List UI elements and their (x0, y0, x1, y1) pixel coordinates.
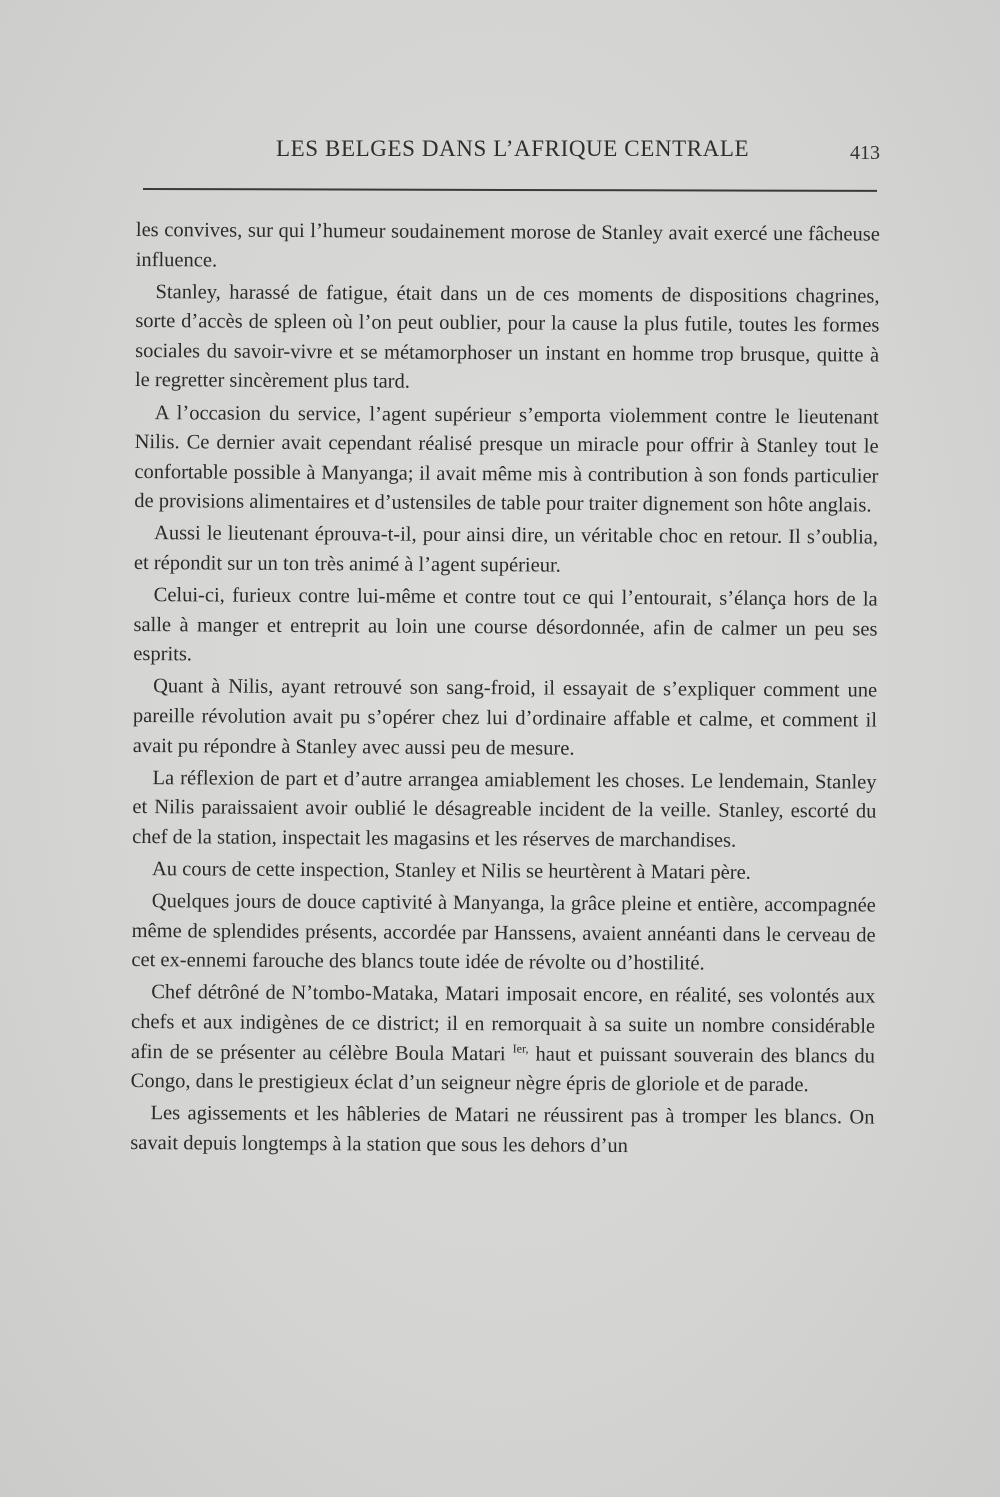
paragraph: Quelques jours de douce captivité à Manyanga, la grâce pleine et entière, accompagnée même de splendides présents, accordée par Hanssens, avaient annéanti dans le cerveau de cet ex-ennemi farouche des blancs toute idée de révolte ou d’hostilité. (131, 890, 876, 975)
running-title: LES BELGES DANS L’AFRIQUE CENTRALE (276, 136, 750, 161)
paragraph-text: haut et puissant souverain des blancs du Congo, dans le prestigieux éclat d’un seigneur nègre épris de gloriole et de parade. (130, 1042, 875, 1097)
page-number: 413 (850, 142, 880, 164)
paragraph: Celui-ci, furieux contre lui-même et contre tout ce qui l’entourait, s’élança hors de la salle à manger et entreprit au loin une course désordonnée, afin de calmer un peu ses esprits. (133, 584, 878, 666)
superscript: Ier, (512, 1041, 529, 1056)
paragraph (131, 978, 876, 1101)
paragraph: Au cours de cette inspection, Stanley et Nilis se heurtèrent à Matari père. (151, 858, 751, 884)
paragraph: Stanley, harassé de fatigue, était dans un de ces moments de dispositions chagrines, sorte d’accès de spleen où l’on peut oublier, pour la cause la plus futile, toutes les formes sociales du savoir-vivre et se métamorphoser un instant en homme trop brusque, quitte à le regretter sincèrement plus tard. (134, 280, 880, 394)
body-text (130, 216, 880, 1165)
paragraph-text: Chef détrôné de N’tombo-Mataka, Matari imposait encore, en réalité, ses volontés aux chefs et aux indigènes de ce district; il en remorquait à sa suite un nombre considérable afin de se présenter au célèbre Boula Matari (130, 981, 876, 1065)
header-rule (143, 188, 877, 192)
paragraph: A l’occasion du service, l’agent supérieur s’emporta violemment contre le lieutenant Nilis. Ce dernier avait cependant réalisé presque un miracle pour offrir à Stanley tout le confortable possible à Manyanga; il avait même mis à contribution à son fonds particulier de provisions alimentaires et d’ustensiles de table pour traiter dignement son hôte anglais. (134, 401, 879, 517)
paragraph: La réflexion de part et d’autre arrangea amiablement les choses. Le lendemain, Stanley et Nilis paraissaient avoir oublié le désagreable incident de la veille. Stanley, escorté du chef de la station, inspectait les magasins et les réserves de marchandises. (132, 766, 877, 852)
paragraph: Aussi le lieutenant éprouva-t-il, pour ainsi dire, un véritable choc en retour. Il s’oublia, et répondit sur un ton très animé à l’agent supérieur. (133, 522, 879, 577)
paragraph: Les agissements et les hâbleries de Matari ne réussirent pas à tromper les blancs. On savait depuis longtemps à la station que sous les dehors d’un (130, 1102, 875, 1157)
paragraph: les convives, sur qui l’humeur soudainement morose de Stanley avait exercé une fâcheuse influence. (135, 218, 880, 272)
paragraph: Quant à Nilis, ayant retrouvé son sang-froid, il essayait de s’expliquer comment une pareille révolution avait pu s’opérer chez lui d’ordinaire affable et calme, et comment il avait pu répondre à Stanley avec aussi peu de mesure. (132, 675, 878, 760)
running-head (0, 134, 1000, 170)
